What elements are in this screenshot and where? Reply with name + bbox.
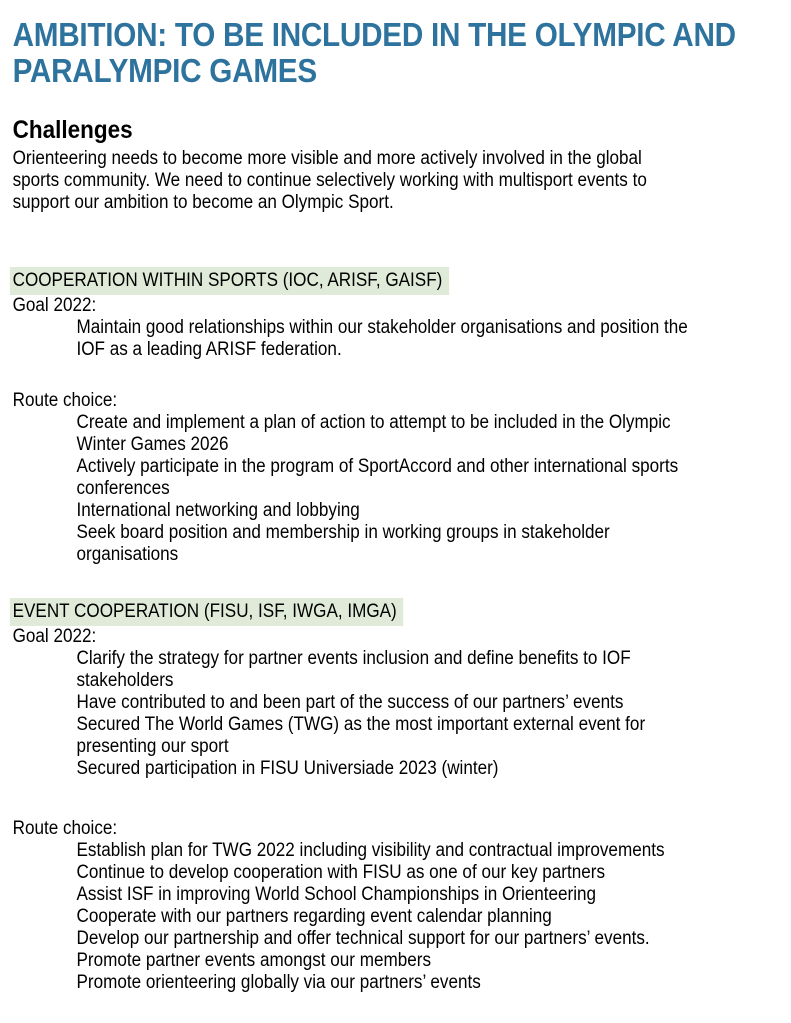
- goal-item-line: Secured participation in FISU Universiade 2023 (winter): [76, 758, 499, 779]
- challenges-paragraph: [13, 148, 791, 214]
- route-choice-label: Route choice:: [12, 818, 118, 839]
- route-choice-list: [77, 840, 791, 994]
- page-title: [13, 17, 791, 89]
- route-item-line: Actively participate in the program of SportAccord and other international sports: [76, 456, 679, 477]
- route-item-line: Continue to develop cooperation with FISU as one of our key partners: [76, 862, 606, 883]
- section-header-highlighted: EVENT COOPERATION (FISU, ISF, IWGA, IMGA): [10, 598, 403, 626]
- route-item-line: Assist ISF in improving World School Championships in Orienteering: [76, 884, 597, 905]
- route-choice-list: [77, 412, 791, 566]
- goal-list: [77, 317, 791, 361]
- route-item-line: Establish plan for TWG 2022 including visibility and contractual improvements: [76, 840, 665, 861]
- page-title-line-1: AMBITION: TO BE INCLUDED IN THE OLYMPIC AND: [12, 16, 736, 53]
- goal-label: Goal 2022:: [12, 295, 97, 316]
- route-item-line: International networking and lobbying: [76, 500, 360, 521]
- page-title-line-2: PARALYMPIC GAMES: [12, 52, 317, 89]
- goal-item-line: IOF as a leading ARISF federation.: [76, 339, 342, 360]
- route-item-line: organisations: [76, 544, 179, 565]
- route-item-line: conferences: [76, 478, 170, 499]
- section-header-highlighted: COOPERATION WITHIN SPORTS (IOC, ARISF, GAISF): [10, 267, 449, 295]
- paragraph-line: Orienteering needs to become more visible and more actively involved in the global: [12, 148, 642, 169]
- route-item-line: Winter Games 2026: [76, 434, 229, 455]
- paragraph-line: support our ambition to become an Olympic Sport.: [12, 192, 394, 213]
- route-item-line: Cooperate with our partners regarding event calendar planning: [76, 906, 552, 927]
- route-item-line: Seek board position and membership in working groups in stakeholder: [76, 522, 610, 543]
- section-header-row: [13, 267, 791, 295]
- goal-item-line: stakeholders: [76, 670, 174, 691]
- section-cooperation-within-sports: [13, 267, 791, 566]
- route-item-line: Create and implement a plan of action to attempt to be included in the Olympic: [76, 412, 671, 433]
- route-item-line: Develop our partnership and offer technical support for our partners’ events.: [76, 928, 650, 949]
- section-event-cooperation: [13, 598, 791, 994]
- goal-item-line: Secured The World Games (TWG) as the most important external event for: [76, 714, 646, 735]
- goal-item-line: Maintain good relationships within our stakeholder organisations and position the: [76, 317, 688, 338]
- route-choice-label: Route choice:: [12, 390, 118, 411]
- section-header-row: [13, 598, 791, 626]
- goal-item-line: presenting our sport: [76, 736, 229, 757]
- goal-item-line: Clarify the strategy for partner events inclusion and define benefits to IOF: [76, 648, 631, 669]
- route-item-line: Promote partner events amongst our members: [76, 950, 432, 971]
- goal-item-line: Have contributed to and been part of the success of our partners’ events: [76, 692, 624, 713]
- route-item-line: Promote orienteering globally via our partners’ events: [76, 972, 481, 993]
- paragraph-line: sports community. We need to continue selectively working with multisport events to: [12, 170, 647, 191]
- challenges-heading: Challenges: [12, 116, 133, 144]
- goal-list: [77, 648, 791, 780]
- goal-label: Goal 2022:: [12, 626, 97, 647]
